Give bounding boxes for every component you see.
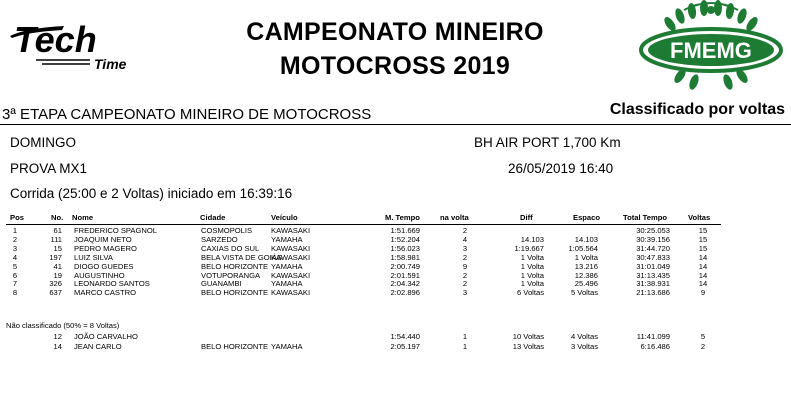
table-row-vehicle: KAWASAKI: [271, 270, 311, 280]
not-classified-label: Não classificado (50% = 8 Voltas): [6, 321, 120, 330]
race-name: PROVA MX1: [10, 161, 88, 176]
table-row-laps: 14: [698, 261, 708, 271]
col-total: Total Tempo: [623, 213, 668, 222]
table-row-gap: 12.386: [574, 270, 598, 280]
table-row-gap: 1:05.564: [568, 243, 598, 253]
table-row-no: 19: [53, 270, 62, 280]
table-row-best: 1:58.981: [390, 252, 420, 262]
table-row-laps: 14: [698, 279, 708, 289]
title-line-2: MOTOCROSS 2019: [279, 52, 511, 80]
table-row-city: VOTUPORANGA: [201, 270, 261, 280]
table-row-no: 41: [53, 261, 62, 271]
table-row-pos: 3: [12, 243, 18, 253]
table-row-diff: 1 Volta: [520, 261, 544, 271]
table-row-pos: 6: [12, 270, 18, 280]
table-row-no: 15: [53, 243, 62, 253]
logo-sub: Time: [94, 56, 127, 72]
nc-row-name: JOÃO CARVALHO: [74, 332, 138, 341]
table-row-best: 2:04.342: [390, 279, 420, 289]
table-row-name: LEONARDO SANTOS: [74, 279, 150, 289]
table-row-total: 30:25.053: [636, 226, 670, 235]
header-rule: [6, 224, 721, 225]
nc-row-laps: 2: [700, 342, 706, 351]
table-row-lap: 9: [462, 261, 468, 271]
table-row-gap: 14.103: [574, 234, 598, 244]
table-row-total: 31:01.049: [636, 261, 670, 271]
table-row-diff: 1:19.667: [514, 243, 544, 253]
table-row-total: 30:47.833: [636, 252, 670, 262]
table-row-pos: 8: [12, 288, 18, 298]
col-best: M. Tempo: [385, 213, 420, 222]
nc-row-gap: 3 Voltas: [570, 342, 598, 351]
table-row-pos: 2: [12, 234, 18, 244]
table-row-vehicle: KAWASAKI: [271, 288, 311, 298]
table-row-vehicle: KAWASAKI: [271, 226, 311, 235]
table-row-no: 111: [50, 234, 62, 244]
table-row-lap: 2: [462, 226, 468, 235]
table-row-diff: 1 Volta: [520, 252, 544, 262]
nc-row-best: 2:05.197: [390, 342, 420, 351]
table-row-best: 2:00.749: [390, 261, 420, 271]
race-datetime: 26/05/2019 16:40: [508, 161, 614, 176]
table-row-pos: 1: [12, 226, 18, 235]
nc-row-diff: 13 Voltas: [512, 342, 544, 351]
nc-row-best: 1:54.440: [390, 332, 420, 341]
table-row-diff: 1 Volta: [520, 270, 544, 280]
table-row-city: CAXIAS DO SUL: [201, 243, 260, 253]
table-row-best: 1:56.023: [390, 243, 420, 253]
col-lap: na volta: [440, 213, 469, 222]
title-line-1: CAMPEONATO MINEIRO: [246, 18, 544, 46]
table-row-lap: 2: [462, 279, 468, 289]
col-city: Cidade: [200, 213, 226, 222]
table-row-vehicle: YAMAHA: [271, 261, 303, 271]
nc-row-no: 12: [53, 332, 62, 341]
nc-row-lap: 1: [462, 332, 468, 341]
table-row-lap: 2: [462, 252, 468, 262]
nc-row-gap: 4 Voltas: [570, 332, 598, 341]
table-row-name: DIOGO GUEDES: [74, 261, 134, 271]
table-row-gap: 5 Voltas: [570, 288, 598, 298]
col-no: No.: [51, 213, 64, 222]
table-row-vehicle: KAWASAKI: [271, 243, 311, 253]
table-row-total: 31:44.720: [636, 243, 670, 253]
event-location: BH AIR PORT 1,700 Km: [474, 135, 621, 150]
col-pos: Pos: [10, 213, 24, 222]
table-row-city: SARZEDO: [201, 234, 238, 244]
tech-time-logo: [6, 10, 136, 70]
table-row-no: 61: [53, 226, 62, 235]
col-vehicle: Veículo: [271, 213, 298, 222]
etapa-title: 3ª ETAPA CAMPEONATO MINEIRO DE MOTOCROSS: [2, 106, 372, 123]
nc-row-diff: 10 Voltas: [512, 332, 544, 341]
nc-row-vehicle: YAMAHA: [271, 342, 303, 351]
table-row-pos: 7: [12, 279, 18, 289]
table-row-gap: 13.216: [574, 261, 598, 271]
table-row-name: FREDERICO SPAGNOL: [74, 226, 157, 235]
table-row-lap: 2: [462, 270, 468, 280]
table-row-vehicle: YAMAHA: [271, 279, 303, 289]
nc-row-no: 14: [53, 342, 62, 351]
col-diff: Diff: [520, 213, 533, 222]
table-row-gap: 25.496: [574, 279, 598, 289]
table-row-city: COSMOPOLIS: [201, 226, 253, 235]
table-row-name: JOAQUIM NETO: [74, 234, 132, 244]
table-row-name: MARCO CASTRO: [74, 288, 137, 298]
table-row-total: 21:13.686: [636, 288, 670, 298]
table-row-no: 326: [49, 279, 62, 289]
table-row-best: 2:02.896: [390, 288, 420, 298]
table-row-lap: 3: [462, 288, 468, 298]
table-row-laps: 15: [698, 243, 708, 253]
table-row-total: 31:38.931: [636, 279, 670, 289]
table-row-best: 1:52.204: [390, 234, 420, 244]
table-row-pos: 5: [12, 261, 18, 271]
table-row-laps: 9: [700, 288, 706, 298]
table-row-total: 31:13.435: [636, 270, 670, 280]
race-start: Corrida (25:00 e 2 Voltas) iniciado em 16:39:16: [10, 186, 293, 201]
table-row-laps: 15: [698, 226, 708, 235]
table-row-lap: 3: [462, 243, 468, 253]
fmemg-seal: [640, 2, 785, 90]
table-row-diff: 1 Volta: [520, 279, 544, 289]
table-row-best: 1:51.669: [390, 226, 420, 235]
table-row-total: 30:39.156: [636, 234, 670, 244]
nc-row-laps: 5: [700, 332, 706, 341]
table-row-no: 197: [49, 252, 62, 262]
table-row-diff: 14.103: [520, 234, 544, 244]
table-row-city: GUANAMBI: [201, 279, 242, 289]
col-name: Nome: [72, 213, 94, 222]
nc-row-lap: 1: [462, 342, 468, 351]
table-row-name: LUIZ SILVA: [74, 252, 113, 262]
table-row-city: BELO HORIZONTE: [201, 261, 269, 271]
col-gap: Espaco: [573, 213, 601, 222]
table-row-name: AUGUSTINHO: [74, 270, 125, 280]
table-row-no: 637: [49, 288, 62, 298]
col-laps: Voltas: [688, 213, 711, 222]
table-row-laps: 14: [698, 252, 708, 262]
nc-row-city: BELO HORIZONTE: [201, 342, 269, 351]
title-rule: [0, 124, 791, 125]
table-row-best: 2:01.591: [390, 270, 420, 280]
nc-row-name: JEAN CARLO: [74, 342, 122, 351]
classification-label: Classificado por voltas: [609, 101, 785, 118]
table-row-vehicle: YAMAHA: [271, 234, 303, 244]
event-day: DOMINGO: [10, 135, 76, 150]
table-row-name: PEDRO MAGERO: [74, 243, 137, 253]
table-row-city: BELO HORIZONTE: [201, 288, 269, 298]
table-row-vehicle: KAWASAKI: [271, 252, 311, 262]
table-row-gap: 1 Volta: [574, 252, 598, 262]
nc-row-total: 6:16.486: [640, 342, 670, 351]
table-row-pos: 4: [12, 252, 18, 262]
table-row-city: BELA VISTA DE GOIÁS: [201, 252, 282, 262]
table-row-laps: 14: [698, 270, 708, 280]
logo-word: Tech: [14, 19, 97, 60]
table-row-lap: 4: [462, 234, 468, 244]
table-row-diff: 6 Voltas: [516, 288, 544, 298]
seal-text: FMEMG: [670, 38, 752, 63]
table-row-laps: 15: [698, 234, 708, 244]
nc-row-total: 11:41.099: [636, 332, 670, 341]
